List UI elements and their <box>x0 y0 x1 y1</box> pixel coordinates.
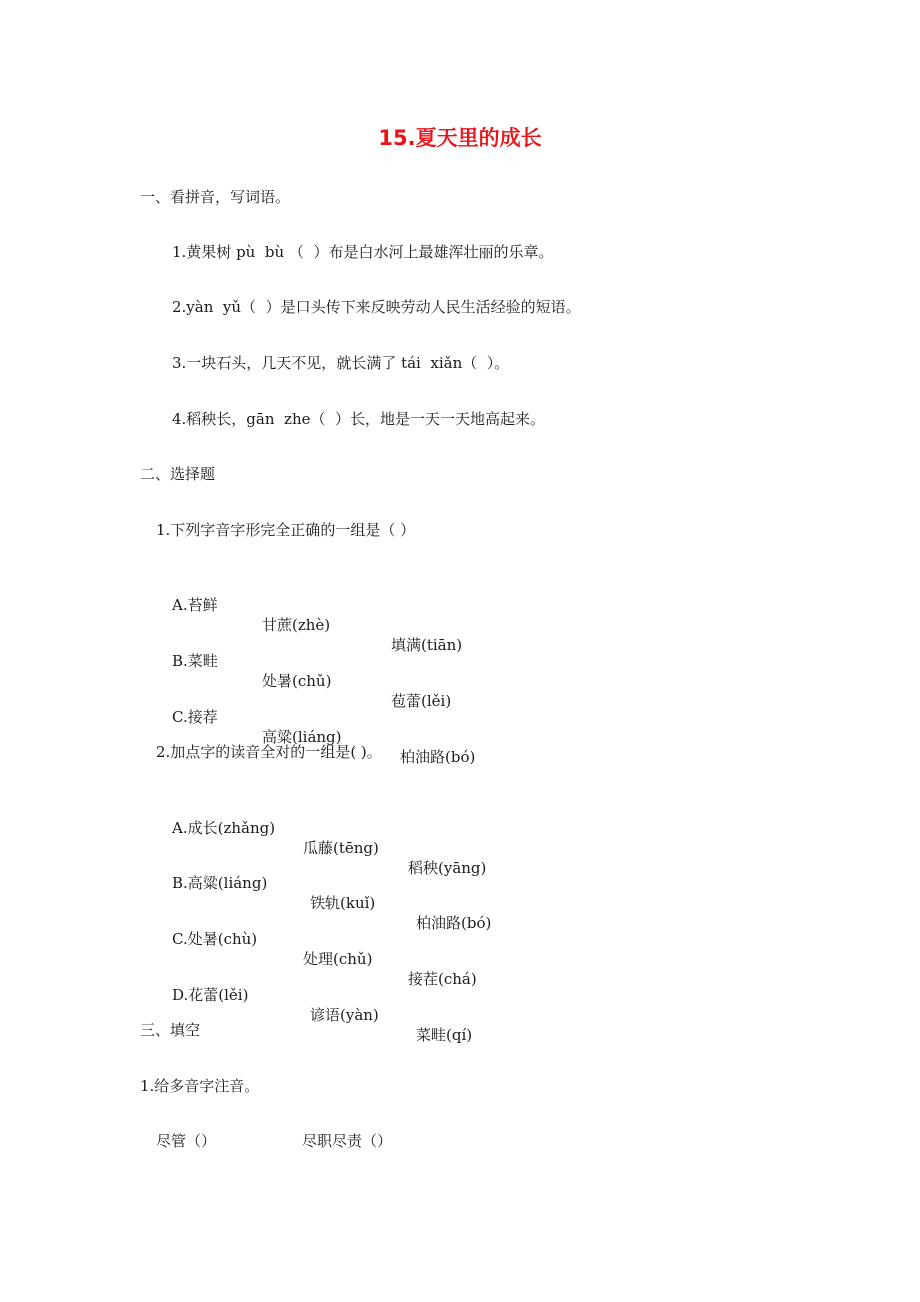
section2-q1-stem: 1.下列字音字形完全正确的一组是（ ） <box>156 521 416 539</box>
section1-item-1: 1.黄果树 pù bù （ ）布是白水河上最雄浑壮丽的乐章。 <box>172 243 554 261</box>
option-b-word3: 苞蕾(lěi) <box>391 692 452 710</box>
q2-option-d-word3: 菜畦(qí) <box>416 1026 473 1044</box>
section3-q1-stem: 1.给多音字注音。 <box>140 1077 260 1095</box>
q2-option-c-word3: 接茬(chá) <box>408 970 477 988</box>
section1-item-4: 4.稻秧长，gān zhe（ ）长，地是一天一天地高起来。 <box>172 410 546 428</box>
fill-blank-2: 尽职尽责（） <box>302 1132 393 1150</box>
section2-q1-option-b <box>172 631 872 710</box>
section3-heading: 三、填空 <box>140 1021 201 1039</box>
q2-option-a-word2: 瓜藤(tēng) <box>303 839 379 857</box>
option-a-word2: 甘蔗(zhè) <box>262 616 331 634</box>
option-c-word2: 高粱(liáng) <box>262 728 342 746</box>
option-c-word1: C.接荐 <box>172 708 218 726</box>
option-a-word3: 填满(tiān) <box>391 636 463 654</box>
q2-option-b-word2: 铁轨(kuǐ) <box>310 894 376 912</box>
section2-heading: 二、选择题 <box>140 465 216 483</box>
section1-heading: 一、看拼音，写词语。 <box>140 188 291 206</box>
q2-option-d-word2: 谚语(yàn) <box>310 1006 379 1024</box>
page-title: 15.夏天里的成长 <box>378 126 542 150</box>
section1-item-3: 3.一块石头，几天不见，就长满了 tái xiǎn（ ）。 <box>172 354 510 372</box>
q2-option-b-word3: 柏油路(bó) <box>416 914 492 932</box>
fill-blank-1: 尽管（） <box>156 1132 217 1150</box>
option-c-word3: 柏油路(bó) <box>400 748 476 766</box>
section2-q2-option-c <box>172 909 872 988</box>
section2-q1-option-a <box>172 575 872 654</box>
section2-q2-option-b <box>172 853 872 932</box>
option-b-word2: 处暑(chǔ) <box>262 672 332 690</box>
q2-option-c-word2: 处理(chǔ) <box>303 950 373 968</box>
section2-q2-option-a <box>172 798 872 877</box>
q2-option-a-word1: A.成长(zhǎng) <box>172 819 276 837</box>
option-a-word1: A.苔鲜 <box>172 596 218 614</box>
q2-option-b-word1: B.高粱(liáng) <box>172 874 268 892</box>
q2-option-a-word3: 稻秧(yāng) <box>408 859 487 877</box>
option-b-word1: B.菜畦 <box>172 652 218 670</box>
section1-item-2: 2.yàn yǔ（ ）是口头传下来反映劳动人民生活经验的短语。 <box>172 298 581 316</box>
q2-option-c-word1: C.处暑(chù) <box>172 930 258 948</box>
q2-option-d-word1: D.花蕾(lěi) <box>172 986 249 1004</box>
section2-q2-stem: 2.加点字的读音全对的一组是( )。 <box>156 743 382 761</box>
section2-q2-option-d <box>172 965 872 1044</box>
